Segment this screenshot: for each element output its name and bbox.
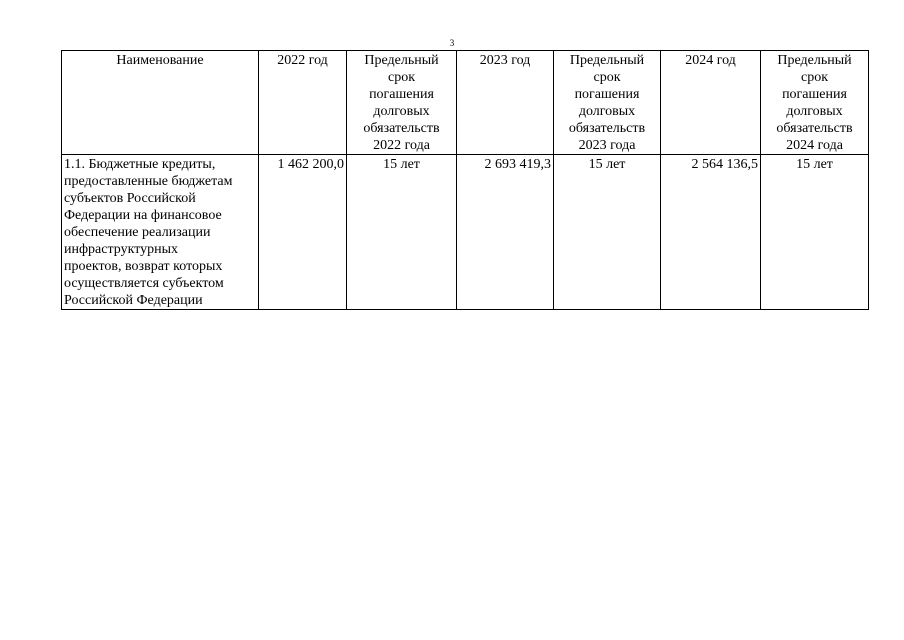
debt-obligations-table <box>61 50 869 310</box>
header-term-2024: Предельный срок погашения долговых обязательств 2024 года <box>761 51 869 155</box>
amount-2022-cell: 1 462 200,0 <box>259 155 347 310</box>
header-2024: 2024 год <box>661 51 761 155</box>
term-2023-cell: 15 лет <box>554 155 661 310</box>
header-term-2023: Предельный срок погашения долговых обязательств 2023 года <box>554 51 661 155</box>
header-2022: 2022 год <box>259 51 347 155</box>
header-row <box>62 51 869 155</box>
table-header <box>62 51 869 155</box>
table-body <box>62 155 869 310</box>
row-name-cell: 1.1. Бюджетные кредиты, предоставленные бюджетам субъектов Российской Федерации на финансовое обеспечение реализации инфраструктурных проектов, возврат которых осуществляется субъектом Российской Федерации <box>62 155 259 310</box>
term-2024-cell: 15 лет <box>761 155 869 310</box>
term-2022-cell: 15 лет <box>347 155 457 310</box>
header-2023: 2023 год <box>457 51 554 155</box>
amount-2024-cell: 2 564 136,5 <box>661 155 761 310</box>
header-name: Наименование <box>62 51 259 155</box>
page-number: 3 <box>449 38 455 48</box>
header-term-2022: Предельный срок погашения долговых обязательств 2022 года <box>347 51 457 155</box>
table-row <box>62 155 869 310</box>
amount-2023-cell: 2 693 419,3 <box>457 155 554 310</box>
